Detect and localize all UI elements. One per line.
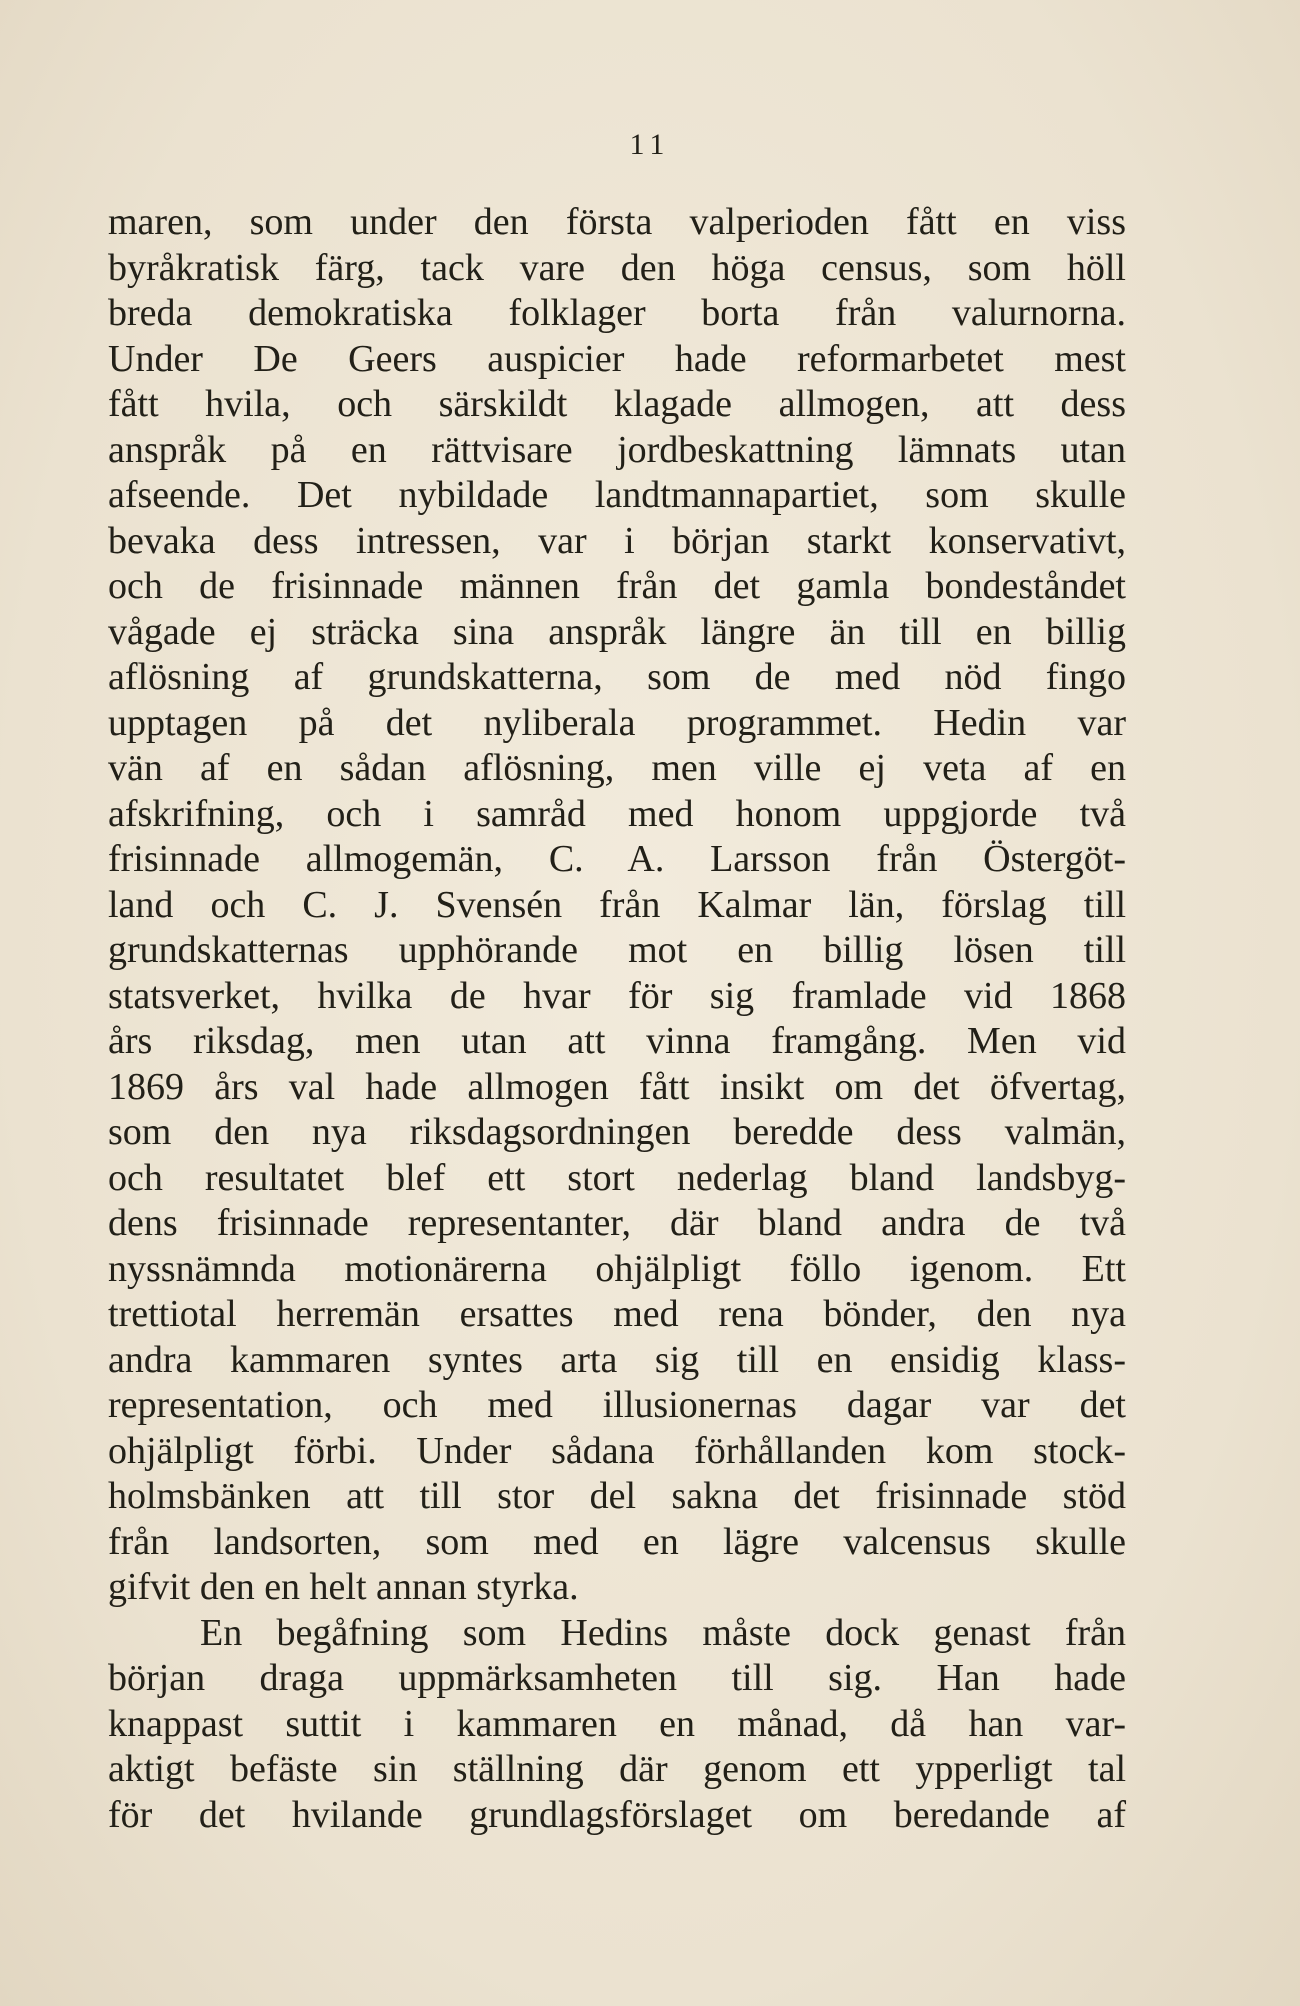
- text-line: bevaka dess intressen, var i början starkt konservativt,: [108, 519, 1126, 562]
- text-line: för det hvilande grundlagsförslaget om beredande af: [108, 1793, 1126, 1836]
- text-line: från landsorten, som med en lägre valcensus skulle: [108, 1520, 1126, 1563]
- text-line: afseende. Det nybildade landtmannapartiet, som skulle: [108, 474, 1126, 516]
- text-line: gifvit den en helt annan styrka.: [108, 1566, 579, 1608]
- page-number: 11: [629, 128, 671, 161]
- text-line: knappast suttit i kammaren en månad, då han var-: [108, 1702, 1126, 1745]
- text-line: aktigt befäste sin ställning där genom ett ypperligt tal: [108, 1748, 1126, 1790]
- text-line: breda demokratiska folklager borta från valurnorna.: [108, 292, 1126, 334]
- text-line: maren, som under den första valperioden fått en viss: [108, 201, 1126, 243]
- text-line: byråkratisk färg, tack vare den höga census, som höll: [108, 246, 1126, 289]
- text-line: dens frisinnade representanter, där bland andra de två: [108, 1202, 1126, 1244]
- text-line: trettiotal herremän ersattes med rena bönder, den nya: [108, 1293, 1126, 1335]
- text-line: holmsbänken att till stor del sakna det frisinnade stöd: [108, 1475, 1126, 1517]
- text-line: ohjälpligt förbi. Under sådana förhållanden kom stock-: [108, 1429, 1126, 1472]
- text-line: års riksdag, men utan att vinna framgång. Men vid: [108, 1020, 1126, 1062]
- text-line: afskrifning, och i samråd med honom uppgjorde två: [108, 792, 1126, 835]
- text-line: representation, och med illusionernas dagar var det: [108, 1384, 1126, 1426]
- text-line: och de frisinnade männen från det gamla bondeståndet: [108, 565, 1126, 607]
- text-line: aflösning af grundskatterna, som de med nöd fingo: [108, 656, 1126, 698]
- body-text: [108, 200, 1126, 1838]
- text-line: och resultatet blef ett stort nederlag bland landsbyg-: [108, 1156, 1126, 1199]
- text-line: grundskatternas upphörande mot en billig lösen till: [108, 929, 1126, 971]
- text-line: Under De Geers auspicier hade reformarbetet mest: [108, 337, 1126, 380]
- text-line: fått hvila, och särskildt klagade allmogen, att dess: [108, 383, 1126, 425]
- text-line: upptagen på det nyliberala programmet. Hedin var: [108, 701, 1126, 744]
- text-line: land och C. J. Svensén från Kalmar län, förslag till: [108, 883, 1126, 926]
- text-line: En begåfning som Hedins måste dock genast från: [200, 1611, 1126, 1654]
- text-line: 1869 års val hade allmogen fått insikt om det öfvertag,: [108, 1065, 1126, 1108]
- text-line: frisinnade allmogemän, C. A. Larsson från Östergöt-: [108, 838, 1126, 880]
- text-line: vågade ej sträcka sina anspråk längre än till en billig: [108, 610, 1126, 653]
- text-line: som den nya riksdagsordningen beredde dess valmän,: [108, 1111, 1126, 1153]
- paragraph-1: [108, 200, 1126, 1611]
- text-line: början draga uppmärksamheten till sig. Han hade: [108, 1657, 1126, 1699]
- text-line: nyssnämnda motionärerna ohjälpligt föllo igenom. Ett: [108, 1247, 1126, 1290]
- text-line: vän af en sådan aflösning, men ville ej veta af en: [108, 747, 1126, 789]
- text-line: andra kammaren syntes arta sig till en ensidig klass-: [108, 1338, 1126, 1381]
- text-line: statsverket, hvilka de hvar för sig framlade vid 1868: [108, 974, 1126, 1017]
- paragraph-2: [108, 1611, 1126, 1839]
- text-line: anspråk på en rättvisare jordbeskattning lämnats utan: [108, 428, 1126, 471]
